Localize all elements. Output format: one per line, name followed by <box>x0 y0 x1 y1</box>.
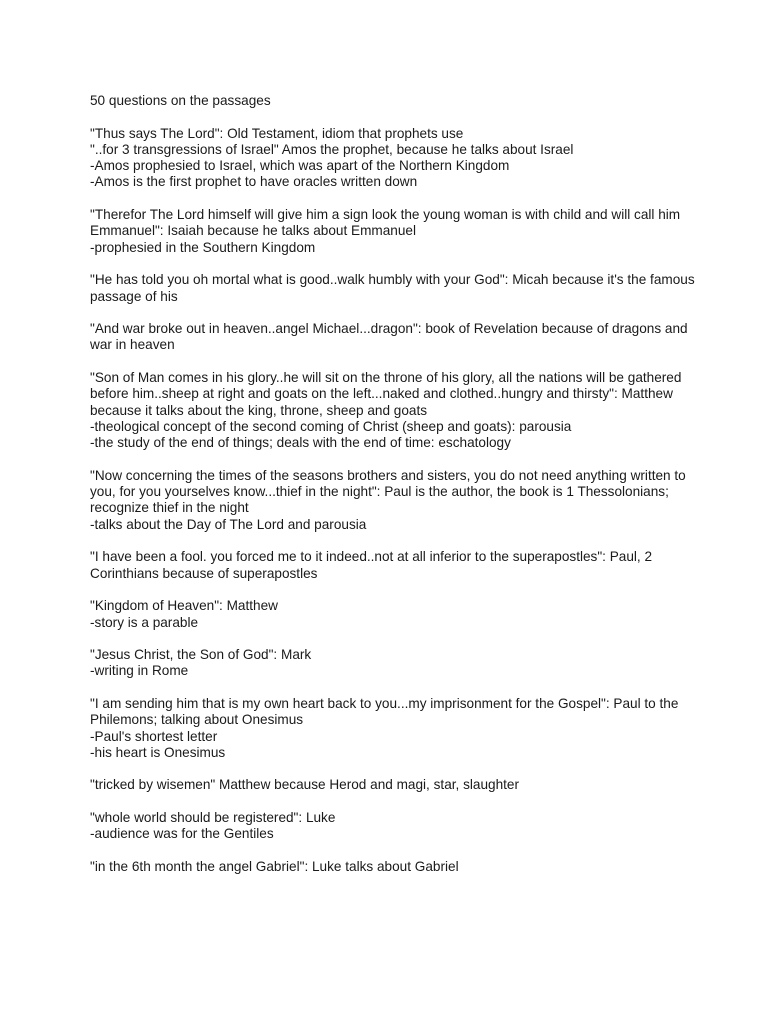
passage-line: -the study of the end of things; deals with the end of time: eschatology <box>90 435 511 451</box>
passage-line: -story is a parable <box>90 614 199 630</box>
passage-line: "Son of Man comes in his glory..he will sit on the throne of his glory, all the nations will be gathered before him..sheep at right and goats on the left...naked and clothed..hungry and thirsty": Matthew because it talks about the king, throne, sheep and goats <box>90 370 682 418</box>
passage-line: -his heart is Onesimus <box>90 744 226 760</box>
passage-line: -talks about the Day of The Lord and parousia <box>90 516 367 532</box>
passage-block-9 <box>90 647 710 680</box>
passage-line: -theological concept of the second coming of Christ (sheep and goats): parousia <box>90 418 572 434</box>
document-page <box>90 93 710 892</box>
passage-line: -Paul's shortest letter <box>90 728 218 744</box>
passage-block-6 <box>90 468 710 533</box>
passage-line: -Amos prophesied to Israel, which was apart of the Northern Kingdom <box>90 158 510 174</box>
passage-block-11 <box>90 777 710 793</box>
passage-line: "tricked by wisemen" Matthew because Herod and magi, star, slaughter <box>90 777 519 793</box>
passage-line: "And war broke out in heaven..angel Michael...dragon": book of Revelation because of dragons and war in heaven <box>90 321 688 353</box>
passage-line: -prophesied in the Southern Kingdom <box>90 239 316 255</box>
passage-line: "Jesus Christ, the Son of God": Mark <box>90 647 312 663</box>
passage-block-1 <box>90 126 710 191</box>
passage-block-13 <box>90 859 710 875</box>
passage-block-7 <box>90 549 710 582</box>
passage-line: "I am sending him that is my own heart back to you...my imprisonment for the Gospel": Paul to the Philemons; talking about Onesimus <box>90 695 679 728</box>
passage-line: "..for 3 transgressions of Israel" Amos the prophet, because he talks about Israel <box>90 141 574 157</box>
passage-block-3 <box>90 272 710 305</box>
passage-block-8 <box>90 598 710 631</box>
document-title: 50 questions on the passages <box>90 93 271 108</box>
passage-block-10 <box>90 696 710 761</box>
passage-line: -writing in Rome <box>90 663 189 679</box>
passage-line: "whole world should be registered": Luke <box>90 810 336 826</box>
passage-line: "Therefor The Lord himself will give him a sign look the young woman is with child and will call him Emmanuel": Isaiah because he talks about Emmanuel <box>90 207 681 239</box>
passage-line: "He has told you oh mortal what is good..walk humbly with your God": Micah because it's the famous passage of his <box>90 272 695 304</box>
passage-line: "Kingdom of Heaven": Matthew <box>90 598 278 614</box>
passage-line: "in the 6th month the angel Gabriel": Luke talks about Gabriel <box>90 858 459 874</box>
passage-block-4 <box>90 321 710 354</box>
passage-block-2 <box>90 207 710 256</box>
passage-line: "Thus says The Lord": Old Testament, idiom that prophets use <box>90 125 464 141</box>
passage-block-5 <box>90 370 710 451</box>
passage-line: "I have been a fool. you forced me to it indeed..not at all inferior to the superapostles": Paul, 2 Corinthians because of superapostles <box>90 549 653 581</box>
passage-line: "Now concerning the times of the seasons brothers and sisters, you do not need anything written to you, for you yourselves know...thief in the night": Paul is the author, the book is 1 Thessolonians; recognize thief in the night <box>90 467 686 516</box>
passage-line: -Amos is the first prophet to have oracles written down <box>90 174 418 190</box>
passage-line: -audience was for the Gentiles <box>90 826 274 842</box>
passage-block-12 <box>90 810 710 843</box>
